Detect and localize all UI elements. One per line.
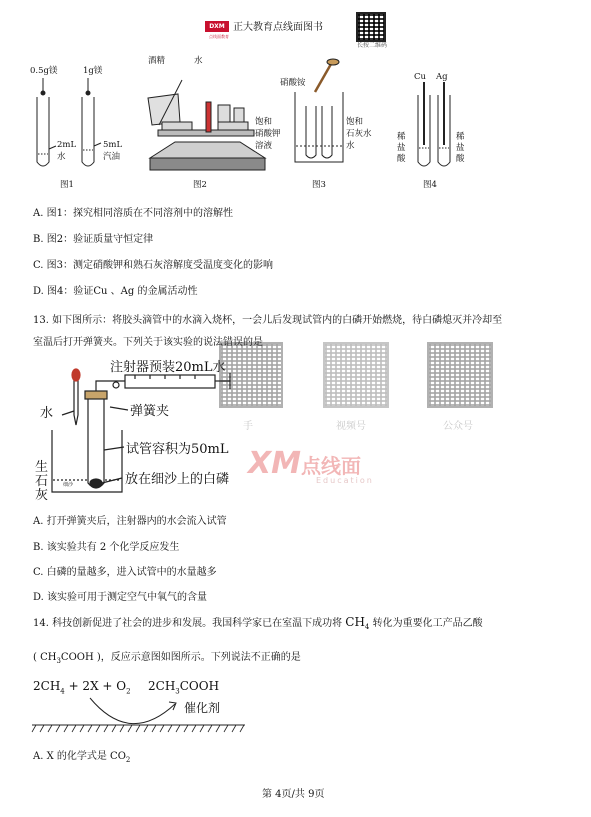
q14-stem-line1: 14. 科技创新促进了社会的进步和发展。我国科学家已在室温下成功将 $CH_4$ 转化为重要化工产品乙酸	[33, 615, 483, 631]
header-qr-code	[356, 12, 386, 42]
fig1-gasoline-amount: 5mL	[103, 140, 123, 150]
q13-clamp-label: 弹簧夹	[130, 404, 170, 419]
fig2-water-label: 水	[194, 56, 203, 66]
watermark-brand-en: Education	[316, 476, 374, 485]
watermark-qr-2	[323, 342, 389, 408]
fig3-beaker	[295, 59, 343, 162]
q13-option-c: C. 白磷的量越多，进入试管中的水量越多	[33, 567, 217, 578]
fig1-water-amount: 2mL	[57, 140, 77, 150]
q14-equation-left: $2CH_4 + 2X + O_2$	[33, 679, 131, 696]
publisher-logo: DXM	[205, 21, 229, 32]
fig4-caption: 图4	[423, 180, 437, 190]
fig3-caption: 图3	[312, 180, 326, 190]
q13-option-b: B. 该实验共有 2 个化学反应发生	[33, 542, 180, 553]
q13-water-label: 水	[40, 406, 54, 421]
fig1-mg1-label: 0.5g镁	[30, 66, 58, 76]
sand-label: 细沙	[63, 482, 74, 488]
q12-option-b: B. 图2：验证质量守恒定律	[33, 234, 154, 245]
watermark-left-caption: 手	[243, 421, 253, 432]
q13-syringe-label: 注射器预装20mL水	[110, 360, 226, 375]
q13-stem-line1: 13. 如下图所示：将胶头滴管中的水滴入烧杯，一会儿后发现试管内的白磷开始燃烧，待白磷熄灭并冷却至	[33, 315, 503, 326]
q13-lime-1: 生	[35, 460, 49, 475]
q14-catalyst-label: 催化剂	[184, 701, 221, 715]
fig4-acid-left-3: 酸	[397, 154, 406, 164]
fig4-acid-right-2: 盐	[456, 143, 465, 153]
fig4-tubes	[418, 82, 450, 166]
q14-stem-line2: ( $CH_3COOH$ )，反应示意图如图所示。下列说法不正确的是	[33, 652, 301, 665]
watermark-brand: XM点线面	[248, 446, 361, 481]
q13-phosphorus-label: 放在细沙上的白磷	[125, 472, 230, 487]
fig3-lime-1: 饱和	[346, 117, 364, 127]
fig3-kno3-3: 溶液	[255, 141, 273, 151]
fig1-tubes	[37, 78, 101, 166]
q12-option-d: D. 图4：验证Cu 、Ag 的金属活动性	[33, 286, 198, 297]
fig3-salt-label: 硝酸铵	[280, 78, 306, 88]
watermark-video-caption: 视频号	[336, 421, 366, 432]
fig1-caption: 图1	[60, 180, 74, 190]
header	[0, 0, 591, 50]
publisher-logo-sub: 点线面教育	[209, 34, 229, 39]
fig2-caption: 图2	[193, 180, 207, 190]
qr-caption: 长按二维码	[357, 42, 388, 49]
q13-option-a: A. 打开弹簧夹后，注射器内的水会流入试管	[33, 516, 227, 527]
fig4-cu-label: Cu	[414, 72, 426, 82]
fig4-acid-left-2: 盐	[397, 143, 406, 153]
q13-option-d: D. 该实验可用于测定空气中氧气的含量	[33, 592, 208, 603]
fig3-water-label: 水	[346, 141, 355, 151]
q14-option-a: A. X 的化学式是 $CO_2$	[33, 751, 131, 764]
fig4-acid-left-1: 稀	[397, 132, 406, 142]
q12-option-c: C. 图3：测定硝酸钾和熟石灰溶解度受温度变化的影响	[33, 260, 274, 271]
fig1-gasoline-label: 汽油	[103, 152, 121, 162]
fig4-acid-right-3: 酸	[456, 154, 465, 164]
fig2-alcohol-label: 酒精	[148, 56, 166, 66]
watermark-public-caption: 公众号	[443, 421, 473, 432]
fig3-lime-2: 石灰水	[346, 129, 372, 139]
page-footer: 第 4页/共 9页	[262, 789, 325, 800]
fig3-kno3-1: 饱和	[255, 117, 273, 127]
q13-lime-2: 石	[35, 474, 49, 489]
fig1-mg2-label: 1g镁	[83, 66, 103, 76]
watermark-qr-3	[427, 342, 493, 408]
fig4-acid-right-1: 稀	[456, 132, 465, 142]
q12-option-a: A. 图1：探究相同溶质在不同溶剂中的溶解性	[33, 208, 233, 219]
q13-volume-label: 试管容积为50mL	[126, 442, 229, 457]
q14-reaction-diagram	[30, 690, 250, 740]
q13-lime-3: 灰	[35, 488, 49, 503]
header-title: 正大教育点线面图书	[233, 22, 323, 33]
fig4-ag-label: Ag	[436, 72, 448, 82]
q13-stem-line2: 室温后打开弹簧夹。下列关于该实验的说法错误的是	[33, 337, 263, 348]
fig2-balance	[148, 80, 265, 170]
fig3-kno3-2: 硝酸钾	[255, 129, 281, 139]
fig1-water-label: 水	[57, 152, 66, 162]
q14-equation-right: $2CH_3COOH$	[148, 679, 220, 696]
